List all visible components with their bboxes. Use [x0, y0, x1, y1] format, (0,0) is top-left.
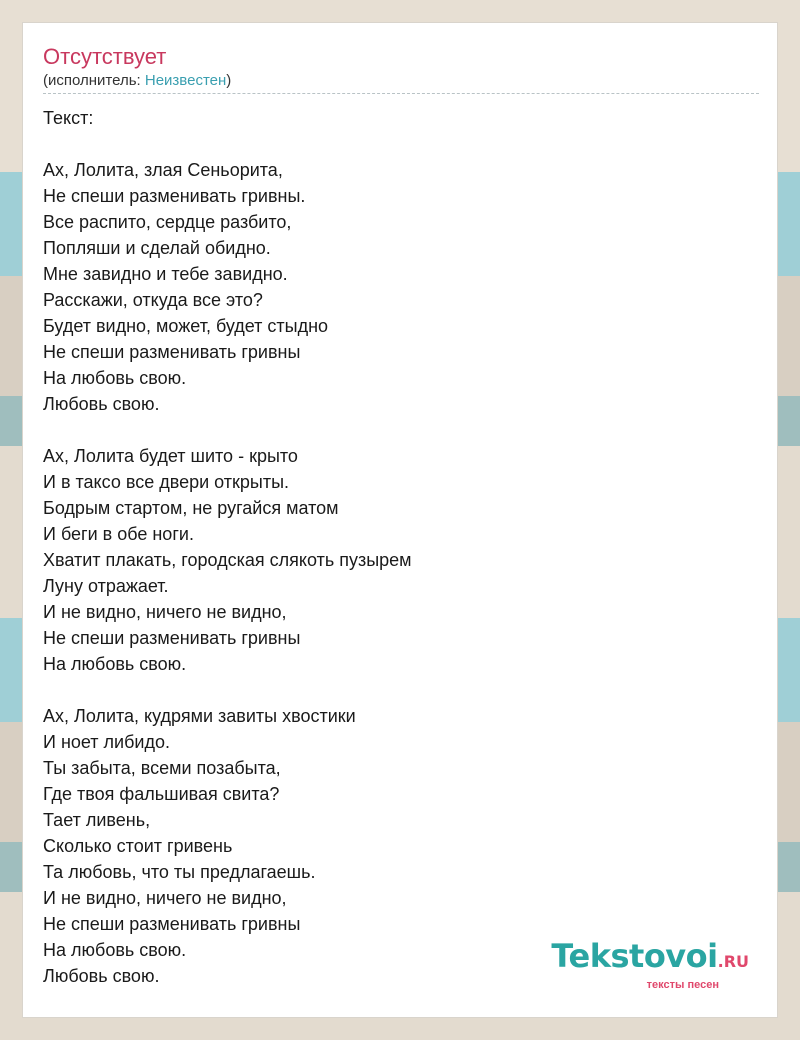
lyrics-body: [43, 105, 759, 1015]
artist-line: [43, 71, 759, 91]
lyrics-stanzas: [43, 157, 759, 989]
lyrics-line: На любовь свою.: [43, 368, 187, 388]
lyrics-line: Не спеши разменивать гривны.: [43, 186, 306, 206]
lyrics-line: Не спеши разменивать гривны: [43, 914, 301, 934]
lyrics-line: Не спеши разменивать гривны: [43, 342, 301, 362]
lyrics-card: [22, 22, 778, 1018]
lyrics-line: Та любовь, что ты предлагаешь.: [43, 862, 316, 882]
lyrics-line: И в таксо все двери открыты.: [43, 472, 290, 492]
artist-suffix: ): [226, 72, 232, 89]
lyrics-line: И беги в обе ноги.: [43, 524, 194, 544]
lyrics-line: Сколько стоит гривень: [43, 836, 233, 856]
lyrics-line: Ах, Лолита будет шито - крыто: [43, 446, 298, 466]
lyrics-line: Ах, Лолита, злая Сеньорита,: [43, 160, 283, 180]
lyrics-line: Мне завидно и тебе завидно.: [43, 264, 288, 284]
lyrics-line: На любовь свою.: [43, 940, 187, 960]
lyrics-line: Попляши и сделай обидно.: [43, 238, 271, 258]
lyrics-line: Не спеши разменивать гривны: [43, 628, 301, 648]
song-header: [43, 43, 759, 94]
lyrics-line: И ноет либидо.: [43, 732, 170, 752]
logo-main-text: Tekstovoi: [551, 937, 718, 975]
lyrics-line: И не видно, ничего не видно,: [43, 602, 287, 622]
lyrics-line: Все распито, сердце разбито,: [43, 212, 292, 232]
artist-prefix: (исполнитель:: [43, 72, 145, 89]
lyrics-line: Будет видно, может, будет стыдно: [43, 316, 329, 336]
lyrics-line: Ах, Лолита, кудрями завиты хвостики: [43, 706, 356, 726]
lyrics-stanza: [43, 443, 759, 677]
lyrics-line: Расскажи, откуда все это?: [43, 290, 263, 310]
lyrics-line: Хватит плакать, городская слякоть пузырем: [43, 550, 412, 570]
lyrics-line: Любовь свою.: [43, 394, 160, 414]
logo-tld: .RU: [717, 952, 749, 971]
lyrics-line: Ты забыта, всеми позабыта,: [43, 758, 281, 778]
lyrics-line: И не видно, ничего не видно,: [43, 888, 287, 908]
lyrics-line: Где твоя фальшивая свита?: [43, 784, 280, 804]
lyrics-line: Любовь свою.: [43, 966, 160, 986]
lyrics-label: Текст:: [43, 108, 94, 128]
song-title: Отсутствует: [43, 44, 167, 69]
lyrics-line: На любовь свою.: [43, 654, 187, 674]
logo-tagline: тексты песен: [646, 979, 719, 991]
artist-link[interactable]: Неизвестен: [144, 72, 227, 89]
lyrics-line: Луну отражает.: [43, 576, 169, 596]
lyrics-stanza: [43, 157, 759, 417]
lyrics-line: Тает ливень,: [43, 810, 151, 830]
logo-wordmark: [551, 939, 749, 979]
lyrics-line: Бодрым стартом, не ругайся матом: [43, 498, 339, 518]
site-logo[interactable]: [551, 939, 749, 991]
